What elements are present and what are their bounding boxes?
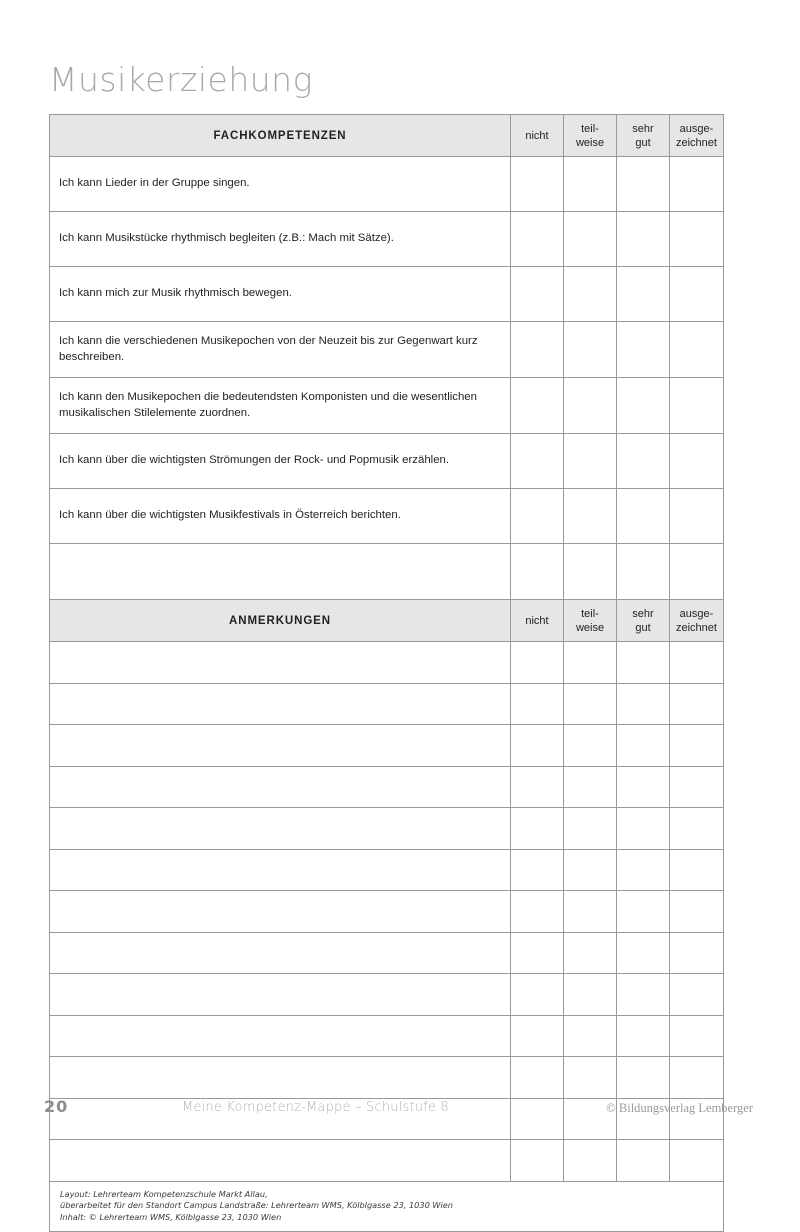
notes-section-header: [50, 600, 724, 642]
notes-mark-cell[interactable]: [617, 766, 670, 808]
competence-mark-cell[interactable]: [670, 212, 724, 267]
competence-statement: [50, 544, 511, 600]
credits-text: [50, 1181, 724, 1232]
notes-mark-cell[interactable]: [617, 1057, 670, 1099]
competence-statement: Ich kann Lieder in der Gruppe singen.: [50, 157, 511, 212]
competence-row: [50, 267, 724, 322]
notes-entry-cell[interactable]: [50, 849, 511, 891]
competence-statement: Ich kann Musikstücke rhythmisch begleiten (z.B.: Mach mit Sätze).: [50, 212, 511, 267]
notes-mark-cell[interactable]: [617, 808, 670, 850]
notes-mark-cell[interactable]: [564, 766, 617, 808]
notes-mark-cell[interactable]: [564, 725, 617, 767]
footer-publisher: © Bildungsverlag Lemberger: [606, 1101, 753, 1115]
competence-statement: Ich kann mich zur Musik rhythmisch bewegen.: [50, 267, 511, 322]
competence-row: [50, 544, 724, 600]
competence-mark-cell[interactable]: [617, 544, 670, 600]
notes-entry-cell[interactable]: [50, 808, 511, 850]
competence-mark-cell[interactable]: [617, 212, 670, 267]
notes-mark-cell[interactable]: [670, 1015, 724, 1057]
footer-page-number: 20: [44, 1097, 69, 1116]
rating-header-1: nicht: [511, 115, 564, 157]
notes-mark-cell[interactable]: [564, 1057, 617, 1099]
notes-row: [50, 725, 724, 767]
notes-entry-cell[interactable]: [50, 1015, 511, 1057]
competence-mark-cell[interactable]: [670, 157, 724, 212]
notes-mark-cell[interactable]: [564, 808, 617, 850]
competence-mark-cell[interactable]: [511, 544, 564, 600]
competence-mark-cell[interactable]: [670, 267, 724, 322]
notes-mark-cell[interactable]: [511, 891, 564, 933]
notes-mark-cell[interactable]: [511, 1057, 564, 1099]
notes-mark-cell[interactable]: [511, 849, 564, 891]
competence-mark-cell[interactable]: [670, 378, 724, 434]
notes-entry-cell[interactable]: [50, 1057, 511, 1099]
notes-mark-cell[interactable]: [511, 1015, 564, 1057]
notes-entry-cell[interactable]: [50, 725, 511, 767]
notes-mark-cell[interactable]: [670, 932, 724, 974]
notes-row: [50, 891, 724, 933]
notes-mark-cell[interactable]: [511, 808, 564, 850]
competence-section-header: [50, 115, 724, 157]
competence-mark-cell[interactable]: [564, 378, 617, 434]
notes-row: [50, 849, 724, 891]
notes-mark-cell[interactable]: [670, 974, 724, 1016]
rating-header-3: sehr gut: [617, 115, 670, 157]
notes-mark-cell[interactable]: [511, 932, 564, 974]
competence-mark-cell[interactable]: [670, 322, 724, 378]
notes-mark-cell[interactable]: [670, 891, 724, 933]
competence-row: [50, 322, 724, 378]
page-title: Musikerziehung: [49, 60, 313, 99]
competence-mark-cell[interactable]: [511, 212, 564, 267]
notes-mark-cell[interactable]: [617, 725, 670, 767]
notes-row: [50, 1057, 724, 1099]
notes-mark-cell[interactable]: [511, 642, 564, 684]
notes-mark-cell[interactable]: [511, 1140, 564, 1182]
notes-mark-cell[interactable]: [617, 683, 670, 725]
notes-entry-cell[interactable]: [50, 932, 511, 974]
notes-mark-cell[interactable]: [617, 932, 670, 974]
competence-statement: Ich kann über die wichtigsten Strömungen der Rock- und Popmusik erzählen.: [50, 434, 511, 489]
competence-statement: Ich kann die verschiedenen Musikepochen von der Neuzeit bis zur Gegenwart kurz beschreiben.: [50, 322, 511, 378]
rating-header-3: sehr gut: [617, 600, 670, 642]
notes-mark-cell[interactable]: [617, 642, 670, 684]
notes-mark-cell[interactable]: [617, 891, 670, 933]
notes-mark-cell[interactable]: [670, 642, 724, 684]
notes-mark-cell[interactable]: [564, 849, 617, 891]
competence-mark-cell[interactable]: [670, 434, 724, 489]
competence-statement: Ich kann über die wichtigsten Musikfestivals in Österreich berichten.: [50, 489, 511, 544]
competence-mark-cell[interactable]: [564, 212, 617, 267]
notes-mark-cell[interactable]: [564, 1015, 617, 1057]
notes-entry-cell[interactable]: [50, 766, 511, 808]
competence-row: [50, 157, 724, 212]
competence-mark-cell[interactable]: [670, 489, 724, 544]
competence-mark-cell[interactable]: [617, 378, 670, 434]
notes-row: [50, 642, 724, 684]
competence-mark-cell[interactable]: [564, 489, 617, 544]
competence-mark-cell[interactable]: [617, 157, 670, 212]
notes-row: [50, 766, 724, 808]
notes-row: [50, 683, 724, 725]
notes-mark-cell[interactable]: [617, 974, 670, 1016]
competence-mark-cell[interactable]: [564, 322, 617, 378]
competence-mark-cell[interactable]: [670, 544, 724, 600]
competence-row: [50, 212, 724, 267]
notes-mark-cell[interactable]: [670, 1140, 724, 1182]
notes-row: [50, 808, 724, 850]
notes-mark-cell[interactable]: [564, 1140, 617, 1182]
notes-entry-cell[interactable]: [50, 683, 511, 725]
notes-mark-cell[interactable]: [670, 683, 724, 725]
notes-entry-cell[interactable]: [50, 1140, 511, 1182]
competence-mark-cell[interactable]: [511, 434, 564, 489]
rating-header-2: teil- weise: [564, 115, 617, 157]
competence-mark-cell[interactable]: [617, 322, 670, 378]
notes-mark-cell[interactable]: [511, 766, 564, 808]
competence-mark-cell[interactable]: [511, 322, 564, 378]
notes-section-title: ANMERKUNGEN: [50, 600, 511, 642]
notes-mark-cell[interactable]: [564, 642, 617, 684]
notes-row: [50, 1140, 724, 1182]
footer-document-title: Meine Kompetenz-Mappe – Schulstufe 8: [182, 1100, 450, 1115]
competence-mark-cell[interactable]: [564, 267, 617, 322]
notes-entry-cell[interactable]: [50, 642, 511, 684]
notes-entry-cell[interactable]: [50, 891, 511, 933]
competence-mark-cell[interactable]: [564, 157, 617, 212]
competence-row: [50, 489, 724, 544]
notes-mark-cell[interactable]: [670, 1057, 724, 1099]
competence-mark-cell[interactable]: [511, 267, 564, 322]
notes-mark-cell[interactable]: [670, 766, 724, 808]
competence-grid: [49, 114, 724, 1232]
credits-row: [50, 1181, 724, 1232]
credits-line-2: überarbeitet für den Standort Campus Landstraße: Lehrerteam WMS, Kölblgasse 23, 1030 Wien: [60, 1200, 453, 1211]
page-footer: [0, 1097, 800, 1121]
rating-header-2: teil- weise: [564, 600, 617, 642]
rating-header-4: ausge- zeichnet: [670, 115, 724, 157]
competence-row: [50, 378, 724, 434]
notes-mark-cell[interactable]: [564, 932, 617, 974]
rating-header-4: ausge- zeichnet: [670, 600, 724, 642]
notes-mark-cell[interactable]: [617, 1015, 670, 1057]
competence-mark-cell[interactable]: [511, 157, 564, 212]
notes-entry-cell[interactable]: [50, 974, 511, 1016]
credits-line-3: Inhalt: © Lehrerteam WMS, Kölblgasse 23, 1030 Wien: [60, 1211, 282, 1222]
competence-mark-cell[interactable]: [564, 434, 617, 489]
competence-mark-cell[interactable]: [511, 378, 564, 434]
notes-row: [50, 932, 724, 974]
notes-mark-cell[interactable]: [511, 974, 564, 1016]
competence-mark-cell[interactable]: [564, 544, 617, 600]
competence-mark-cell[interactable]: [511, 489, 564, 544]
notes-mark-cell[interactable]: [670, 725, 724, 767]
competence-mark-cell[interactable]: [617, 267, 670, 322]
competence-mark-cell[interactable]: [617, 434, 670, 489]
notes-mark-cell[interactable]: [511, 725, 564, 767]
notes-mark-cell[interactable]: [564, 683, 617, 725]
competence-statement: Ich kann den Musikepochen die bedeutendsten Komponisten und die wesentlichen musikalischen Stilelemente zuordnen.: [50, 378, 511, 434]
rating-header-1: nicht: [511, 600, 564, 642]
competence-row: [50, 434, 724, 489]
notes-mark-cell[interactable]: [564, 974, 617, 1016]
competence-section-title: FACHKOMPETENZEN: [50, 115, 511, 157]
competence-mark-cell[interactable]: [617, 489, 670, 544]
notes-mark-cell[interactable]: [670, 808, 724, 850]
notes-mark-cell[interactable]: [617, 849, 670, 891]
notes-mark-cell[interactable]: [511, 683, 564, 725]
credits-line-1: Layout: Lehrerteam Kompetenzschule Markt Allau,: [60, 1188, 268, 1199]
notes-row: [50, 974, 724, 1016]
notes-mark-cell[interactable]: [564, 891, 617, 933]
notes-row: [50, 1015, 724, 1057]
notes-mark-cell[interactable]: [617, 1140, 670, 1182]
notes-mark-cell[interactable]: [670, 849, 724, 891]
